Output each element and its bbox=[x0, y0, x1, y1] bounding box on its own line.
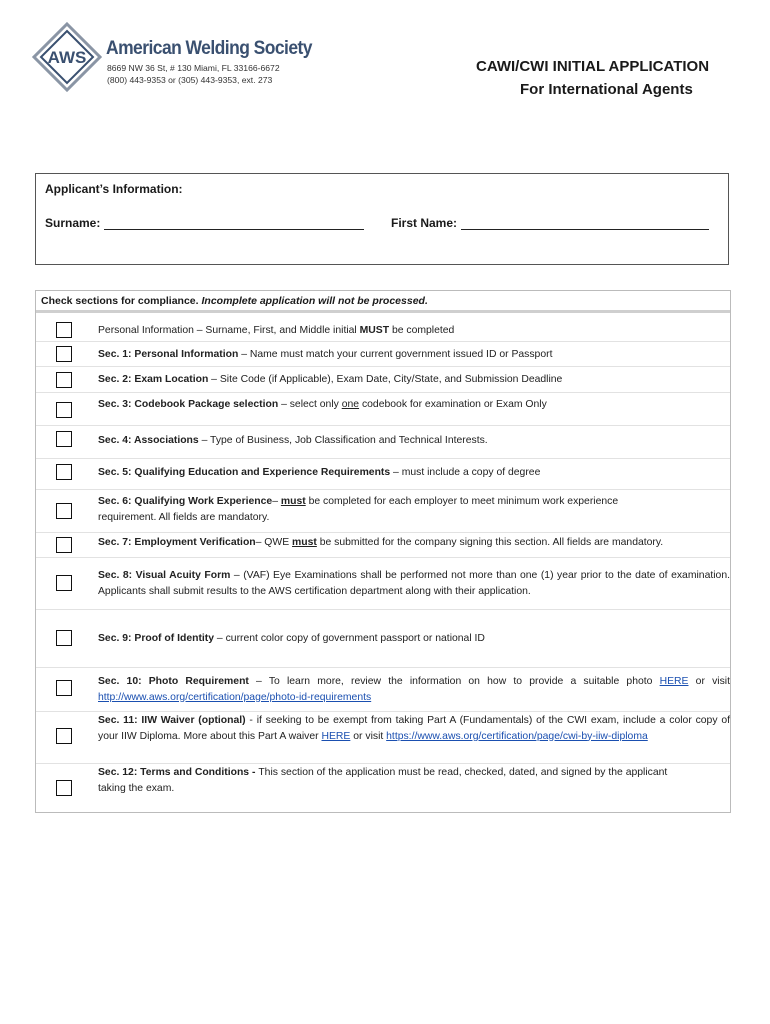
checklist-header-warning: Incomplete application will not be processed. bbox=[201, 295, 428, 307]
checklist-row bbox=[36, 366, 730, 392]
row-text: Sec. 7: Employment Verification– QWE must be submitted for the company signing this section. All fields are mandatory. bbox=[98, 537, 664, 548]
first-name-line[interactable] bbox=[461, 217, 709, 230]
applicant-heading: Applicant’s Information: bbox=[45, 182, 183, 196]
checklist-row bbox=[36, 711, 730, 763]
checkbox-sec-7[interactable] bbox=[56, 537, 72, 553]
checklist-row bbox=[36, 341, 730, 366]
checkbox-sec-3[interactable] bbox=[56, 402, 72, 418]
row-text: Sec. 1: Personal Information – Name must match your current government issued ID or Passport bbox=[98, 349, 553, 360]
row-text: Sec. 5: Qualifying Education and Experience Requirements – must include a copy of degree bbox=[98, 467, 541, 478]
row-text: Personal Information – Surname, First, and Middle initial MUST be completed bbox=[98, 325, 455, 336]
compliance-checklist bbox=[35, 290, 731, 813]
checkbox-sec-11[interactable] bbox=[56, 728, 72, 744]
checkbox-sec-10[interactable] bbox=[56, 680, 72, 696]
iiw-here-link[interactable]: HERE bbox=[321, 730, 351, 742]
row-text: Sec. 11: IIW Waiver (optional) - if seeking to be exempt from taking Part A (Fundamentals) of the CWI exam, include a color copy of your IIW Diploma. More about this Part A waiver HERE or visit https://www.aws.org/certification/page/cwi-by-iiw-diploma bbox=[98, 715, 730, 742]
cwi-by-iiw-link[interactable]: https://www.aws.org/certification/page/cwi-by-iiw-diploma bbox=[386, 730, 648, 742]
row-text: Sec. 4: Associations – Type of Business, Job Classification and Technical Interests. bbox=[98, 435, 488, 446]
row-text: Sec. 2: Exam Location – Site Code (if Applicable), Exam Date, City/State, and Submission Deadline bbox=[98, 374, 563, 385]
photo-requirements-link[interactable]: http://www.aws.org/certification/page/photo-id-requirements bbox=[98, 691, 372, 703]
aws-logo bbox=[32, 22, 102, 92]
surname-field[interactable] bbox=[45, 216, 364, 230]
row-text: Sec. 12: Terms and Conditions - This section of the application must be read, checked, dated, and signed by the applicant taking the exam. bbox=[98, 767, 668, 794]
checkbox-sec-12[interactable] bbox=[56, 780, 72, 796]
checklist-row bbox=[36, 392, 730, 425]
phone-line: (800) 443-9353 or (305) 443-9353, ext. 273 bbox=[107, 75, 273, 85]
address-line: 8669 NW 36 St, # 130 Miami, FL 33166-6672 bbox=[107, 63, 280, 73]
checklist-row bbox=[36, 609, 730, 667]
checkbox-sec-2[interactable] bbox=[56, 372, 72, 388]
row-text: Sec. 9: Proof of Identity – current color copy of government passport or national ID bbox=[98, 633, 485, 644]
checklist-row bbox=[36, 458, 730, 489]
checklist-header-lead: Check sections for compliance. bbox=[41, 295, 199, 307]
logo-lettering: AWS bbox=[47, 48, 87, 67]
checkbox-sec-5[interactable] bbox=[56, 464, 72, 480]
document-subtitle: For International Agents bbox=[520, 81, 693, 98]
org-name: American Welding Society bbox=[106, 38, 312, 59]
first-name-label: First Name: bbox=[391, 216, 458, 230]
applicant-info-box bbox=[35, 173, 729, 265]
checkbox-sec-1[interactable] bbox=[56, 346, 72, 362]
row-text: Sec. 3: Codebook Package selection – select only one codebook for examination or Exam Only bbox=[98, 399, 547, 410]
checklist-row bbox=[36, 489, 730, 532]
checklist-row bbox=[36, 763, 730, 814]
checklist-header bbox=[36, 291, 730, 313]
checklist-row bbox=[36, 557, 730, 609]
row-text: Sec. 10: Photo Requirement – To learn more, review the information on how to provide a suitable photo HERE or visit http://www.aws.org/certification/page/photo-id-requirements bbox=[98, 676, 730, 703]
checkbox-sec-8[interactable] bbox=[56, 575, 72, 591]
row-text: Sec. 8: Visual Acuity Form – (VAF) Eye Examinations shall be performed not more than one (1) year prior to the date of examination. Applicants shall submit results to the AWS certification department along with their application. bbox=[98, 570, 730, 597]
photo-here-link[interactable]: HERE bbox=[659, 676, 689, 687]
checkbox-personal-info[interactable] bbox=[56, 322, 72, 338]
checklist-row bbox=[36, 532, 730, 557]
first-name-field[interactable] bbox=[391, 216, 709, 230]
surname-label: Surname: bbox=[45, 216, 101, 230]
surname-line[interactable] bbox=[104, 217, 364, 230]
checklist-row bbox=[36, 667, 730, 711]
checkbox-sec-6[interactable] bbox=[56, 503, 72, 519]
checklist-row bbox=[36, 318, 730, 340]
checkbox-sec-4[interactable] bbox=[56, 431, 72, 447]
checklist-row bbox=[36, 425, 730, 458]
document-title: CAWI/CWI INITIAL APPLICATION bbox=[476, 58, 710, 75]
row-text: Sec. 6: Qualifying Work Experience– must be completed for each employer to meet minimum work experience requirement. All fields are mandatory. bbox=[98, 496, 619, 523]
checkbox-sec-9[interactable] bbox=[56, 630, 72, 646]
